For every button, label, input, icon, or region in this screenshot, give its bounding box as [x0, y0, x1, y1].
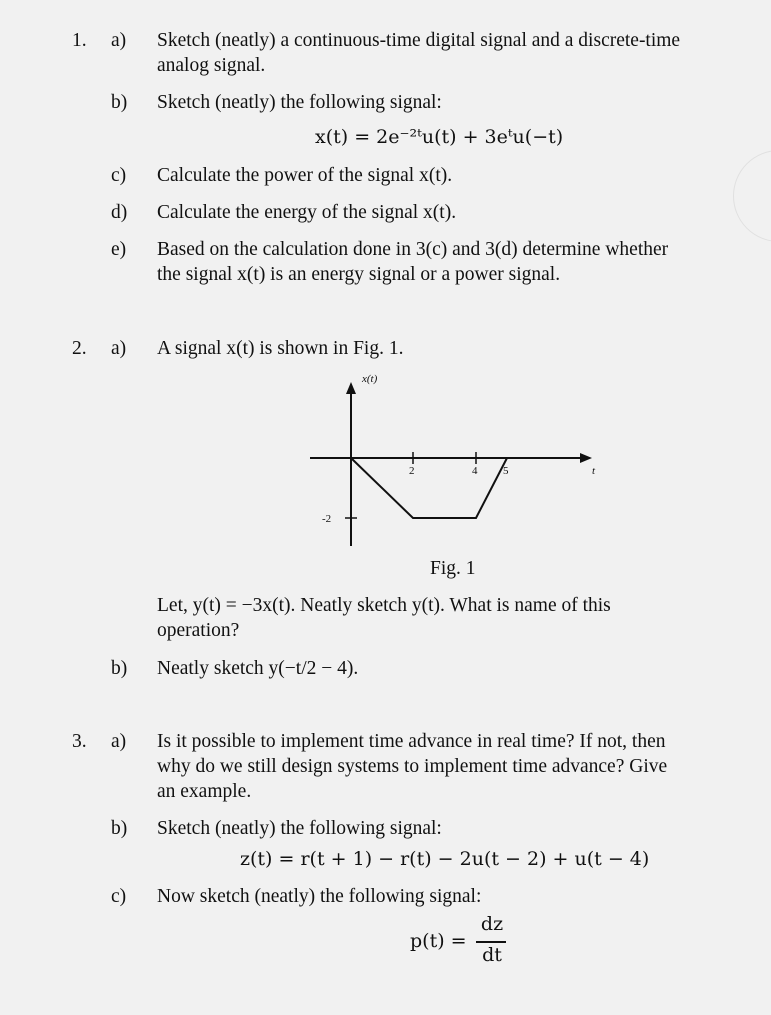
q3-c-fraction-numerator: dz	[480, 913, 504, 935]
decorative-circle	[733, 150, 771, 242]
fig1-tick-label-5: 5	[503, 465, 509, 477]
q3-b-text: Sketch (neatly) the following signal:	[157, 818, 442, 839]
q1-number: 1.	[72, 30, 87, 51]
q1-a-label: a)	[111, 30, 127, 51]
q1-b-text: Sketch (neatly) the following signal:	[157, 92, 442, 113]
q3-c-label: c)	[111, 886, 127, 907]
fig1-tick-label-4: 4	[472, 465, 478, 477]
q3-b-label: b)	[111, 818, 128, 839]
q3-a-text-line3: an example.	[157, 781, 252, 802]
q1-d-label: d)	[111, 202, 128, 223]
q3-b-equation: z(t) = r(t + 1) − r(t) − 2u(t − 2) + u(t − 4)	[240, 848, 650, 870]
fig1-x-axis-arrowhead	[580, 453, 592, 463]
fig1-y-axis-label: x(t)	[362, 373, 378, 385]
q1-b-equation: x(t) = 2e⁻²ᵗu(t) + 3eᵗu(−t)	[315, 126, 564, 148]
q1-e-text-line1: Based on the calculation done in 3(c) and 3(d) determine whether	[157, 239, 669, 260]
q2-b-label: b)	[111, 658, 128, 679]
q1-e-text-line2: the signal x(t) is an energy signal or a power signal.	[157, 264, 561, 285]
q3-number: 3.	[72, 731, 87, 752]
q1-a-text-line1: Sketch (neatly) a continuous-time digital signal and a discrete-time	[157, 30, 681, 51]
q3-c-fraction-bar	[476, 941, 506, 943]
q3-c-text: Now sketch (neatly) the following signal:	[157, 886, 482, 907]
fig1-signal-line	[351, 458, 507, 518]
q1-c-text: Calculate the power of the signal x(t).	[157, 165, 453, 186]
q3-c-equation-lhs: p(t) =	[410, 930, 467, 952]
q2-number: 2.	[72, 338, 87, 359]
q1-a-text-line2: analog signal.	[157, 55, 266, 76]
fig1-y-axis-arrowhead	[346, 382, 356, 394]
q1-c-label: c)	[111, 165, 127, 186]
q2-let-text-line1: Let, y(t) = −3x(t). Neatly sketch y(t). What is name of this	[157, 595, 611, 616]
q3-a-text-line1: Is it possible to implement time advance in real time? If not, then	[157, 731, 666, 752]
fig1-signal-plot	[300, 366, 600, 556]
q3-a-label: a)	[111, 731, 127, 752]
q2-b-text: Neatly sketch y(−t/2 − 4).	[157, 658, 359, 679]
q2-a-text: A signal x(t) is shown in Fig. 1.	[157, 338, 404, 359]
fig1-x-axis-label: t	[592, 465, 596, 477]
q3-c-fraction-denominator: dt	[482, 944, 502, 966]
q3-a-text-line2: why do we still design systems to implement time advance? Give	[157, 756, 668, 777]
q2-let-text-line2: operation?	[157, 620, 240, 641]
q1-b-label: b)	[111, 92, 128, 113]
fig1-tick-label-neg2: -2	[322, 513, 332, 525]
q1-e-label: e)	[111, 239, 127, 260]
fig1-caption: Fig. 1	[430, 558, 476, 579]
q1-d-text: Calculate the energy of the signal x(t).	[157, 202, 457, 223]
q2-a-label: a)	[111, 338, 127, 359]
fig1-tick-label-2: 2	[409, 465, 415, 477]
